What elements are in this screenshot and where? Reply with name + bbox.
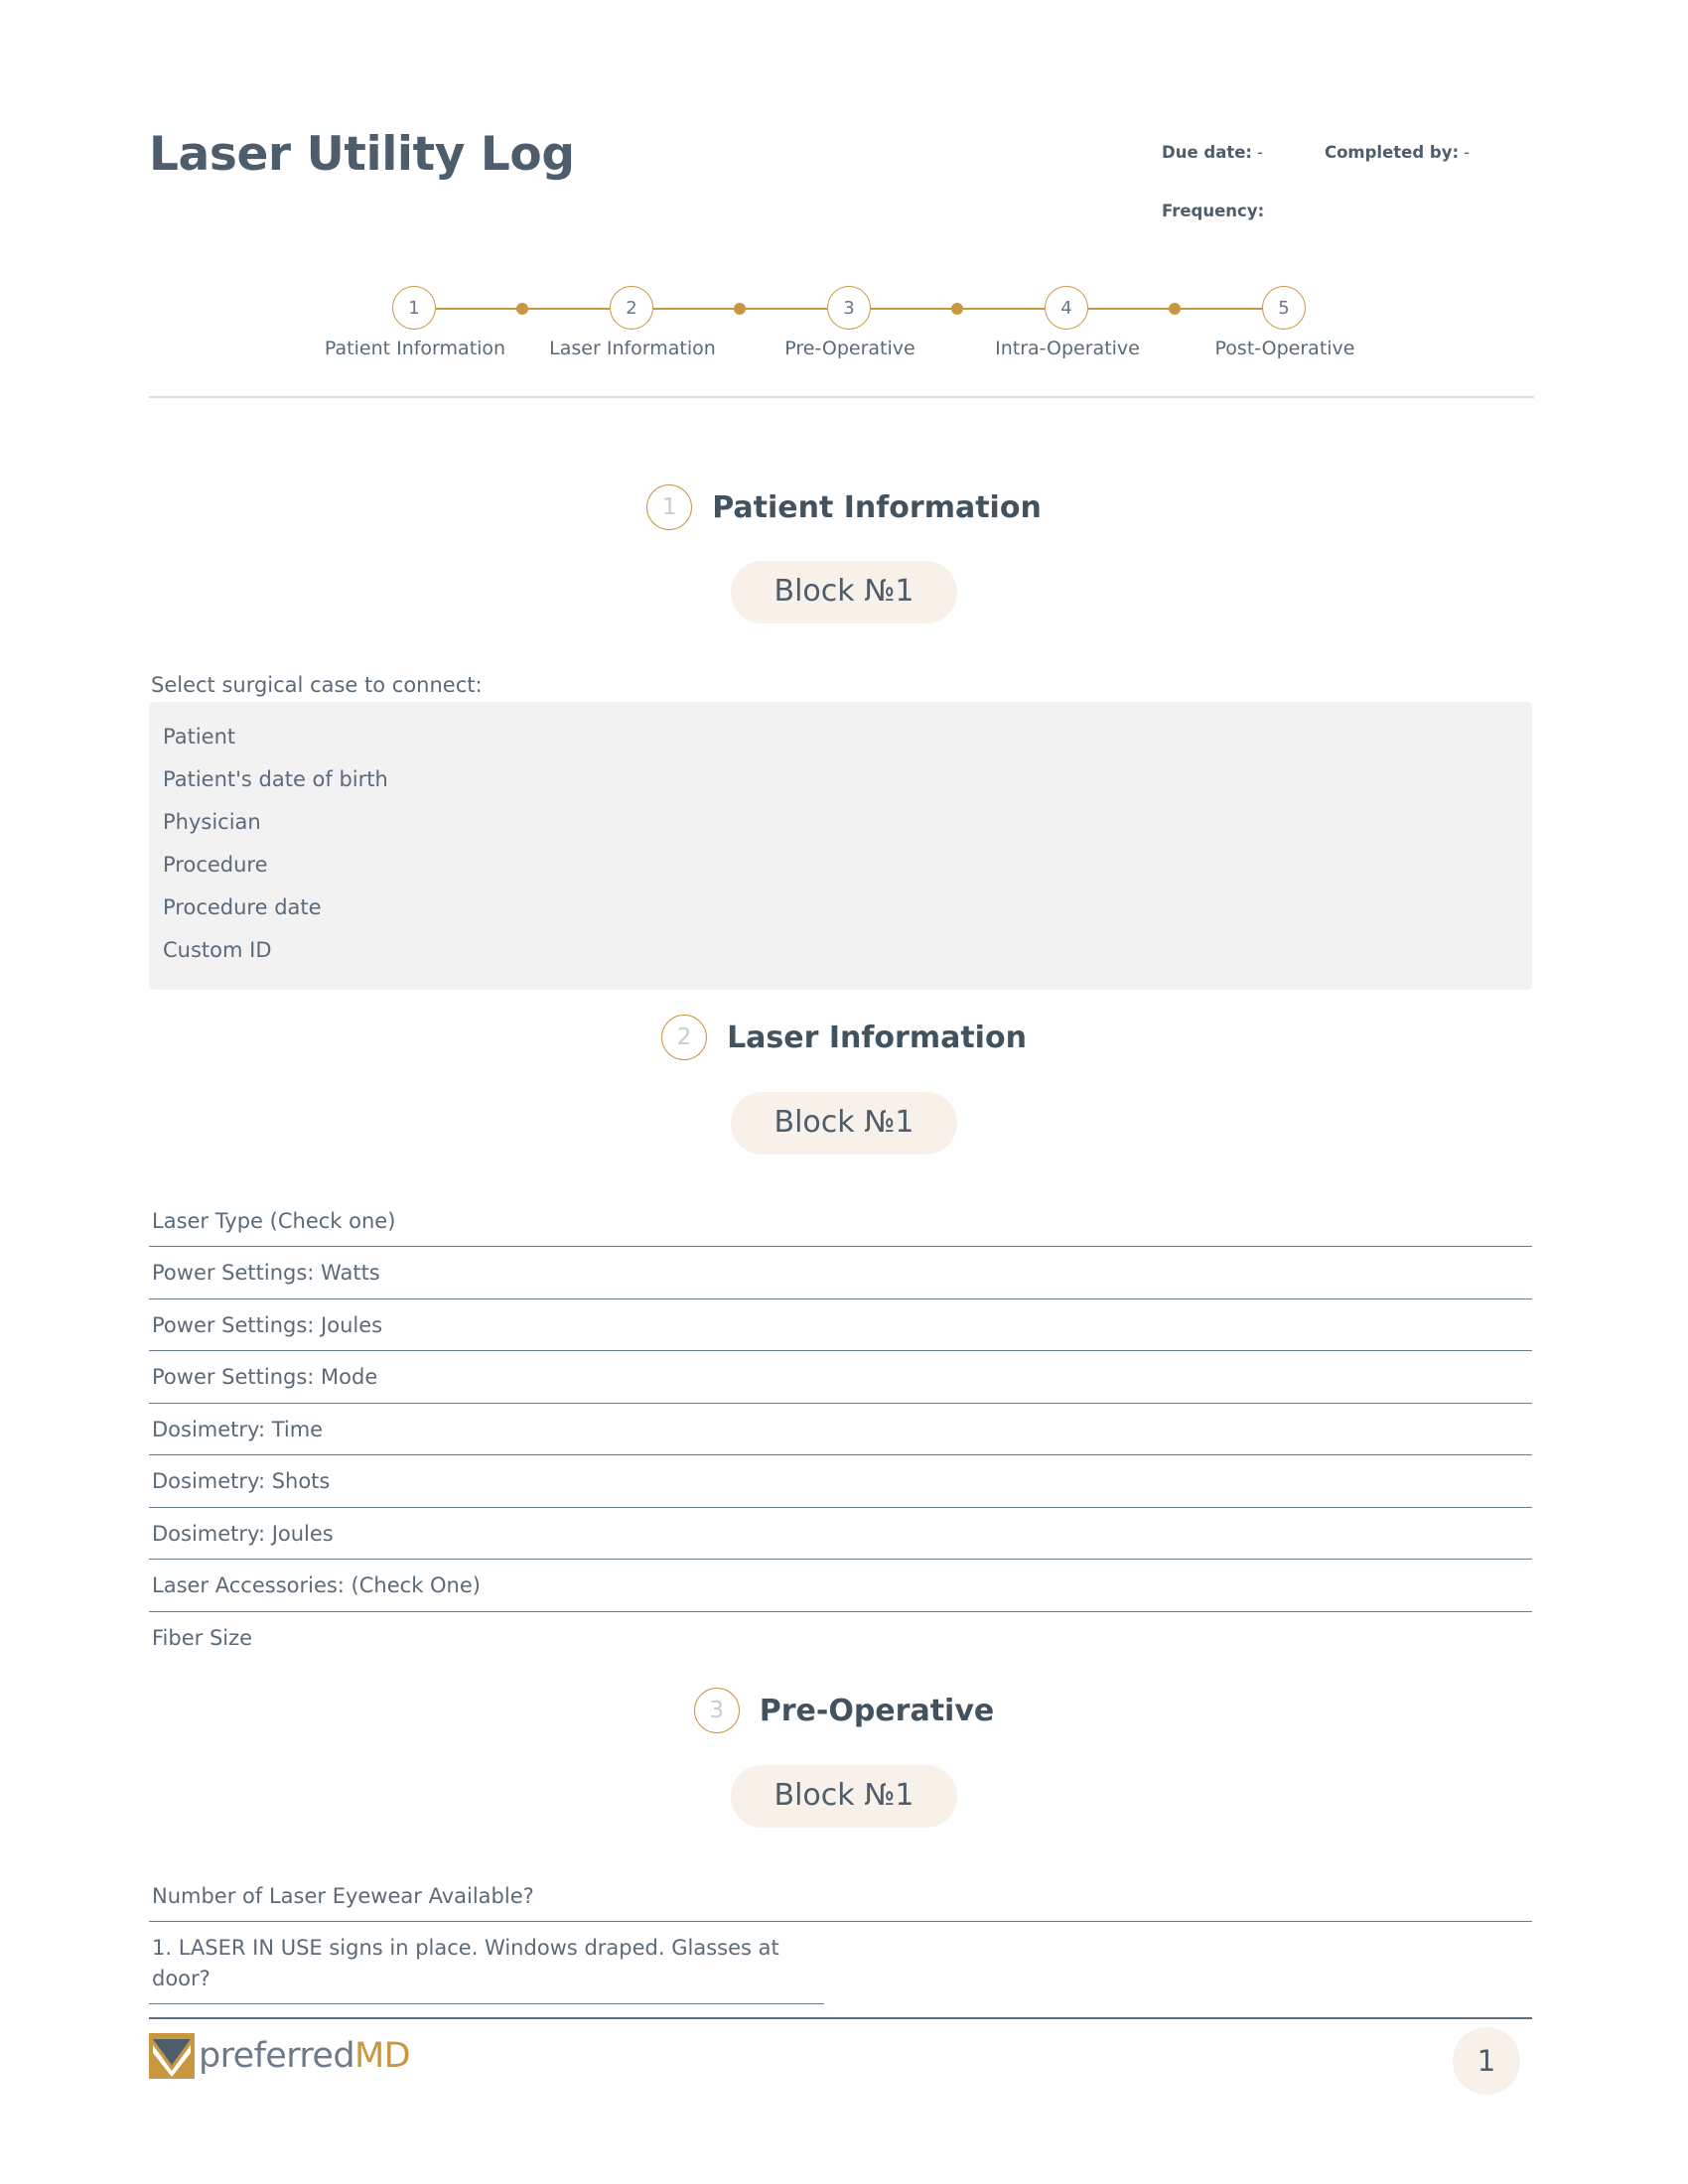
stepper-dot-3 bbox=[951, 303, 963, 315]
field-row[interactable]: 1. LASER IN USE signs in place. Windows draped. Glasses at door? bbox=[149, 1922, 824, 2004]
frequency-label: Frequency: bbox=[1162, 202, 1265, 220]
section-3-title: Pre-Operative bbox=[759, 1693, 995, 1728]
due-date-value: - bbox=[1257, 143, 1263, 162]
stepper-step-1[interactable] bbox=[392, 286, 438, 332]
pre-operative-fields bbox=[149, 1881, 1532, 2004]
brand-secondary-text: MD bbox=[353, 2035, 410, 2076]
preferredmd-logo-icon bbox=[149, 2033, 195, 2079]
stepper-label-2: Laser Information bbox=[549, 338, 716, 359]
meta-row-frequency bbox=[1162, 202, 1589, 229]
meta-row-due-completed bbox=[1162, 143, 1589, 171]
stepper-dot-4 bbox=[1169, 303, 1181, 315]
stepper-step-2-number: 2 bbox=[610, 286, 653, 330]
stepper-dot-2 bbox=[734, 303, 746, 315]
brand-logo bbox=[149, 2033, 410, 2079]
logo-chevron-icon bbox=[149, 2033, 195, 2079]
stepper-step-2[interactable] bbox=[610, 286, 655, 332]
stepper-step-3[interactable] bbox=[827, 286, 873, 332]
header-divider bbox=[149, 396, 1534, 398]
field-row[interactable]: Power Settings: Joules bbox=[149, 1299, 1532, 1351]
block-pill-2 bbox=[149, 1092, 1539, 1155]
document-header bbox=[149, 127, 1539, 236]
section-heading-pre-operative bbox=[149, 1688, 1539, 1733]
field-row[interactable]: Power Settings: Mode bbox=[149, 1351, 1532, 1403]
field-row[interactable]: Dosimetry: Time bbox=[149, 1404, 1532, 1455]
stepper-step-5[interactable] bbox=[1262, 286, 1308, 332]
field-row[interactable]: Custom ID bbox=[163, 938, 272, 962]
header-meta bbox=[1162, 143, 1589, 229]
brand-primary-text: preferred bbox=[199, 2035, 354, 2076]
section-2-title: Laser Information bbox=[727, 1020, 1027, 1055]
field-row[interactable]: Procedure bbox=[163, 853, 268, 877]
page-title: Laser Utility Log bbox=[149, 127, 575, 182]
section-3-number: 3 bbox=[694, 1688, 740, 1733]
field-row[interactable]: Laser Accessories: (Check One) bbox=[149, 1560, 1532, 1611]
completed-by-value: - bbox=[1464, 143, 1471, 162]
section-heading-patient-information bbox=[149, 484, 1539, 530]
stepper-step-3-number: 3 bbox=[827, 286, 871, 330]
stepper-track bbox=[324, 286, 1355, 359]
footer-divider bbox=[149, 2017, 1532, 2019]
field-row[interactable]: Dosimetry: Joules bbox=[149, 1508, 1532, 1560]
block-pill-3 bbox=[149, 1765, 1539, 1828]
block-pill-1-label: Block №1 bbox=[731, 561, 958, 623]
section-2-number: 2 bbox=[661, 1015, 707, 1060]
field-row[interactable]: Number of Laser Eyewear Available? bbox=[149, 1881, 1532, 1922]
block-pill-1 bbox=[149, 561, 1539, 623]
field-row[interactable]: Physician bbox=[163, 810, 261, 834]
brand-wordmark bbox=[199, 2035, 410, 2076]
section-heading-laser-information bbox=[149, 1015, 1539, 1060]
stepper-step-5-number: 5 bbox=[1262, 286, 1306, 330]
completed-by-label: Completed by: bbox=[1324, 143, 1460, 162]
stepper-step-4-number: 4 bbox=[1045, 286, 1088, 330]
section-1-number: 1 bbox=[646, 484, 692, 530]
section-1-title: Patient Information bbox=[712, 489, 1042, 525]
laser-information-fields bbox=[149, 1206, 1532, 1663]
stepper-dot-1 bbox=[516, 303, 528, 315]
field-row[interactable]: Fiber Size bbox=[152, 1625, 253, 1650]
stepper-label-4: Intra-Operative bbox=[995, 338, 1140, 359]
stepper-step-4[interactable] bbox=[1045, 286, 1090, 332]
page-number-badge: 1 bbox=[1453, 2027, 1520, 2095]
progress-stepper bbox=[149, 286, 1539, 365]
block-pill-3-label: Block №1 bbox=[731, 1765, 958, 1828]
stepper-label-1: Patient Information bbox=[324, 338, 506, 359]
stepper-label-5: Post-Operative bbox=[1214, 338, 1355, 359]
block-pill-2-label: Block №1 bbox=[731, 1092, 958, 1155]
field-row[interactable]: Patient bbox=[163, 725, 236, 749]
field-row[interactable]: Laser Type (Check one) bbox=[149, 1206, 1532, 1247]
due-date-label: Due date: bbox=[1162, 143, 1252, 162]
select-surgical-case-label: Select surgical case to connect: bbox=[151, 673, 483, 697]
stepper-step-1-number: 1 bbox=[392, 286, 436, 330]
field-row[interactable]: Dosimetry: Shots bbox=[149, 1455, 1532, 1507]
field-row[interactable]: Power Settings: Watts bbox=[149, 1247, 1532, 1298]
stepper-label-3: Pre-Operative bbox=[784, 338, 915, 359]
patient-information-fields bbox=[149, 702, 1532, 990]
field-row[interactable]: Procedure date bbox=[163, 895, 322, 919]
field-row[interactable]: Patient's date of birth bbox=[163, 767, 388, 791]
